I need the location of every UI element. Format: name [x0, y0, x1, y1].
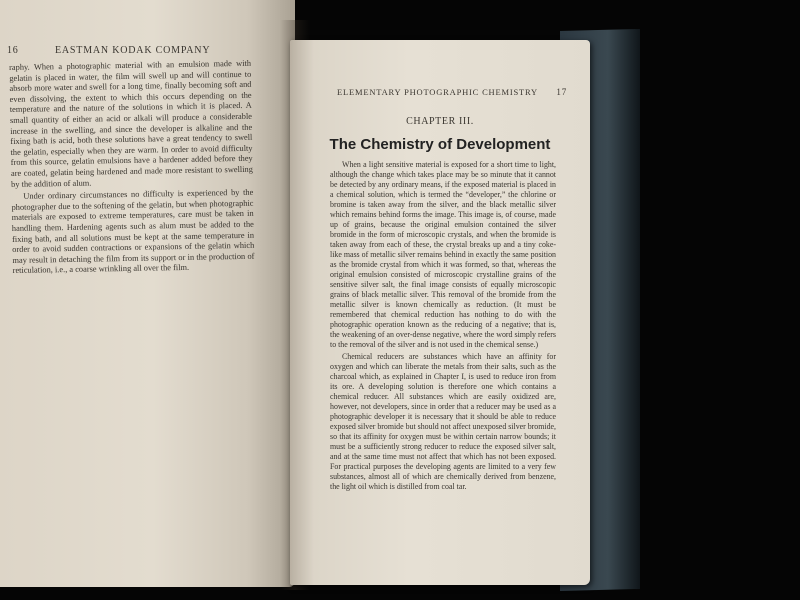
left-running-title: EASTMAN KODAK COMPANY — [55, 45, 211, 56]
chapter-title: The Chemistry of Development — [329, 136, 551, 153]
right-page — [290, 40, 590, 585]
right-paragraph: When a light sensitive material is exposed for a short time to light, although the change which takes place may be so minute that it cannot be detected by any ordinary means, if the exposed material is placed in a chemical solution, which is termed the “developer,” the chlorine or bromine is taken away from the silver, and the black metallic silver which remains behind forms the image. This image is, of course, made up of grains, because the original emulsion contained the silver bromide in the form of microscopic crystals, and when the bromide is taken away from each of these, the crystal breaks up and a tiny coke-like mass of metallic silver remains behind in exactly the same position as the bromide crystal from which it was formed, so that, whereas the original emulsion consisted of microscopic crystalline grains of the sensitive silver salt, the final image consists of equally microscopic grains of black metallic silver. This removal of the bromide from the metallic silver is known chemically as reduction. (It must be remembered that chemical reduction has nothing to do with the photographic operation known as the reducing of a negative; that is, the weakening of an over-dense negative, where the word simply refers to the removal of the silver and is not used in the chemical sense.) — [330, 160, 556, 349]
right-running-title: ELEMENTARY PHOTOGRAPHIC CHEMISTRY — [337, 87, 538, 97]
right-paragraph: Chemical reducers are substances which have an affinity for oxygen and which can liberate the metals from their salts, such as the charcoal which, as explained in Chapter I, is used to reduce iron from its ore. A developing solution is therefore one which contains a chemical reducer. All substances which are easily oxidized are, however, not developers, since in order that a reducer may be used as a photographic developer it is necessary that it should be able to reduce exposed silver bromide but should not affect unexposed silver bromide, so that its affinity for oxygen must be within certain narrow bounds; it must be a sufficiently strong reducer to reduce the exposed silver salt, and at the same time must not affect that which has not been exposed. For practical purposes the developing agents are limited to a very few substances, almost all of which are chemically derived from benzene, the light oil which is distilled from coal tar. — [330, 352, 557, 491]
left-page-body — [9, 59, 255, 279]
left-paragraph: Under ordinary circumstances no difficulty is experienced by the photographer due to the softening of the gelatin, but when photographic materials are exposed to extreme temperatures, care must be taken in handling them. Hardening agents such as alum must be added to the fixing bath, and all solutions must be kept at the same temperature in order to avoid sudden contractions or expansions of the gelatin which may result in detaching the film from its support or in the production of reticulation, i.e., a coarse wrinkling all over the film. — [11, 187, 255, 276]
right-page-body — [330, 160, 556, 494]
chapter-label: CHAPTER III. — [406, 116, 474, 127]
left-paragraph: raphy. When a photographic material with an emulsion made with gelatin is placed in water, the film will swell up and will continue to absorb more water and swell for a long time, finally becoming soft and even dissolving, the extent to which this occurs depending on the temperature and the nature of the solutions in which it is placed. A small quantity of either an acid or alkali will produce a considerable increase in the swelling, and since the developer is alkaline and the fixing bath is acid, both these solutions have a great tendency to swell the gelatin, especially when they are warm. In order to avoid difficulty from this source, gelatin emulsions have a hardener added before they are coated, gelatin being hardened and made more resistant to swelling by the addition of alum. — [9, 58, 253, 189]
left-page-number: 16 — [7, 45, 19, 56]
right-page-number: 17 — [556, 87, 567, 97]
left-page — [0, 0, 295, 587]
